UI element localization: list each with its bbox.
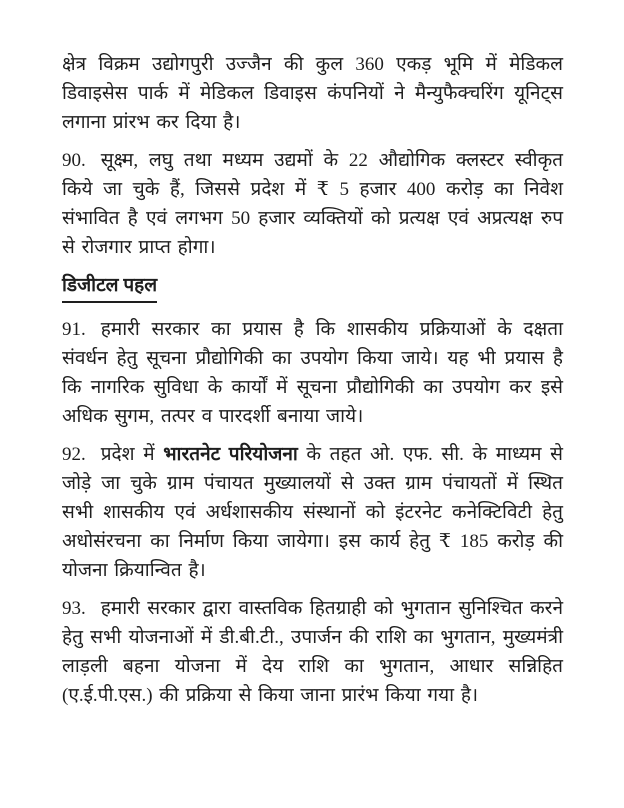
paragraph — [62, 50, 563, 137]
body-text: हमारी सरकार का प्रयास है कि शासकीय प्रक्रियाओं के दक्षता संवर्धन हेतु सूचना प्रौद्योगिकी का उपयोग किया जाये। यह भी प्रयास है कि नागरिक सुविधा के कार्यों में सूचना प्रौद्योगिकी का उपयोग कर इसे अधिक सुगम, तत्पर व पारदर्शी बनाया जाये। — [62, 319, 563, 427]
paragraph-number: 91. — [62, 319, 86, 340]
paragraph-number: 90. — [62, 150, 86, 171]
body-text: क्षेत्र विक्रम उद्योगपुरी उज्जैन की कुल 360 एकड़ भूमि में मेडिकल डिवाइसेस पार्क में मेडिकल डिवाइस कंपनियों ने मैन्युफैक्चरिंग यूनिट्स लगाना प्रांरभ कर दिया है। — [62, 54, 563, 133]
body-text: प्रदेश में — [100, 444, 164, 465]
section-heading — [62, 271, 563, 303]
body-text: हमारी सरकार द्वारा वास्तविक हितग्राही को भुगतान सुनिश्चित करने हेतु सभी योजनाओं में डी.बी.टी., उपार्जन की राशि का भुगतान, मुख्यमंत्री लाड़ली बहना योजना में देय राशि का भुगतान, आधार सन्निहित (ए.ई.पी.एस.) की प्रक्रिया से किया जाना प्रारंभ किया गया है। — [62, 598, 563, 706]
paragraph — [62, 594, 563, 710]
body-text: सूक्ष्म, लघु तथा मध्यम उद्यमों के 22 औद्योगिक क्लस्टर स्वीकृत किये जा चुके हैं, जिससे प्रदेश में ₹ 5 हजार 400 करोड़ का निवेश संभावित है एवं लगभग 50 हजार व्यक्तियों को प्रत्यक्ष एवं अप्रत्यक्ष रुप से रोजगार प्राप्त होगा। — [62, 150, 563, 258]
paragraph — [62, 440, 563, 585]
paragraph-number: 92. — [62, 444, 86, 465]
paragraph — [62, 315, 563, 431]
bold-text: भारतनेट परियोजना — [163, 444, 298, 465]
document-content — [62, 50, 563, 719]
paragraph-number: 93. — [62, 598, 86, 619]
body-text: के तहत ओ. एफ. सी. के माध्यम से जोड़े जा चुके ग्राम पंचायत मुख्यालयों से उक्त ग्राम पंचायतों में स्थित सभी शासकीय एवं अर्धशासकीय संस्थानों को इंटरनेट कनेक्टिविटी हेतु अधोसंरचना का निर्माण किया जायेगा। इस कार्य हेतु ₹ 185 करोड़ की योजना क्रियान्वित है। — [62, 444, 563, 581]
section-heading-text: डिजीटल पहल — [62, 271, 157, 303]
paragraph — [62, 146, 563, 262]
